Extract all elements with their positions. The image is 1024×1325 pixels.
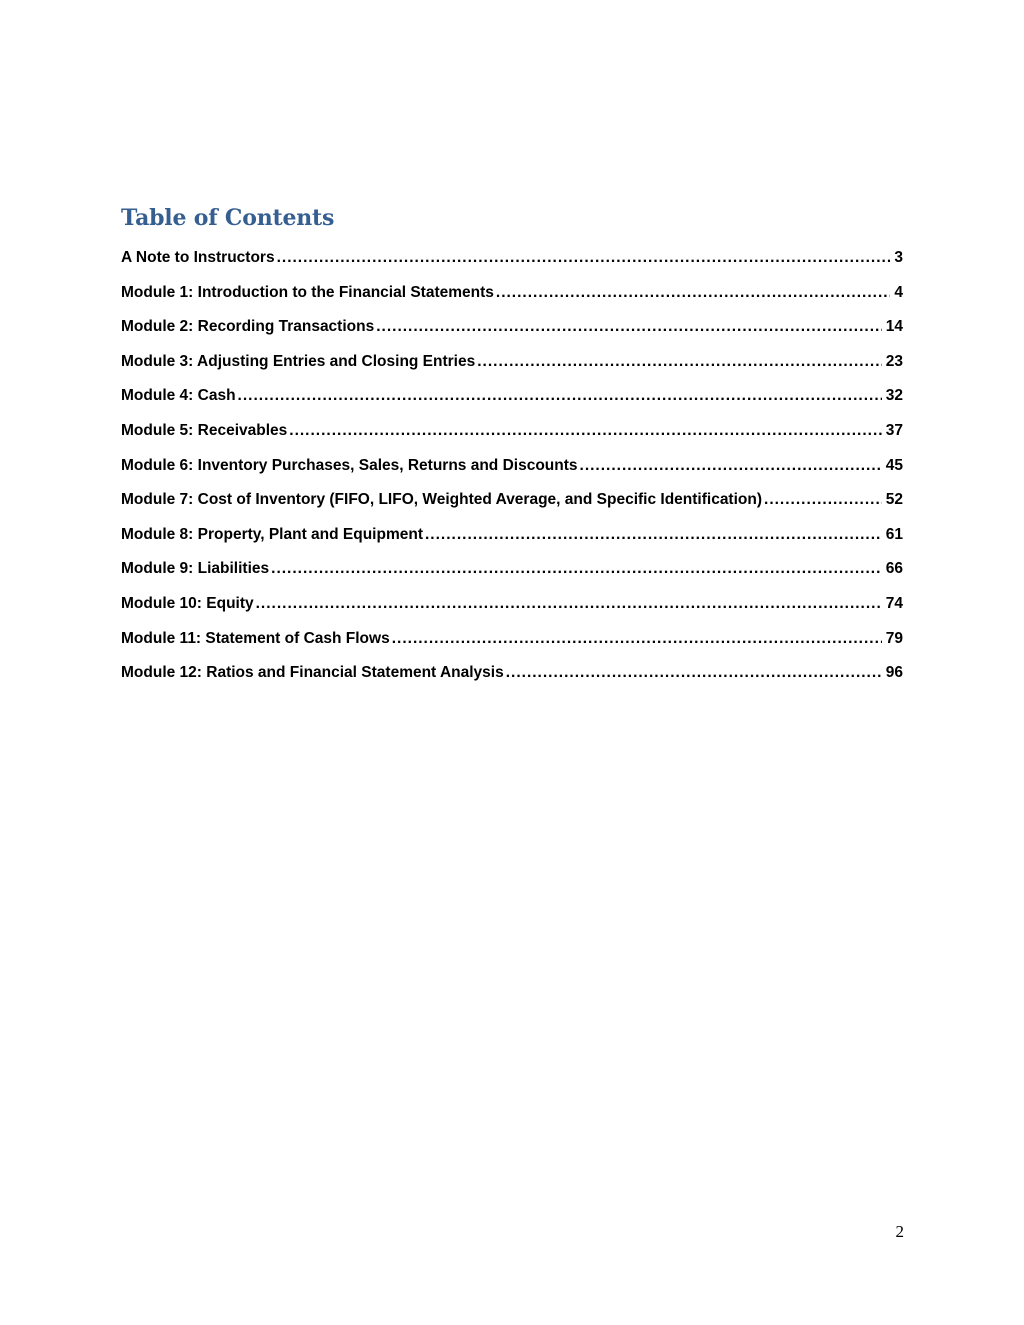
toc-entry-module-12[interactable]	[121, 664, 903, 699]
toc-dot-leader	[477, 353, 882, 371]
toc-entry-module-6[interactable]	[121, 457, 903, 492]
toc-entry-label: Module 1: Introduction to the Financial Statements	[121, 283, 494, 301]
toc-entry-label: Module 10: Equity	[121, 594, 254, 612]
toc-dot-leader	[425, 526, 882, 544]
toc-entry-label: Module 6: Inventory Purchases, Sales, Returns and Discounts	[121, 456, 578, 474]
toc-dot-leader	[580, 457, 882, 475]
toc-entry-module-3[interactable]	[121, 353, 903, 388]
toc-entry-page: 23	[885, 352, 903, 370]
toc-entry-label: Module 3: Adjusting Entries and Closing Entries	[121, 352, 476, 370]
toc-entry-label: A Note to Instructors	[121, 249, 275, 266]
toc-entry-page: 32	[885, 387, 903, 405]
toc-dot-leader	[506, 664, 882, 682]
toc-entry-module-9[interactable]	[121, 560, 903, 595]
toc-entry-label: Module 7: Cost of Inventory (FIFO, LIFO, Weighted Average, and Specific Identification)	[121, 491, 763, 509]
toc-entry-page: 66	[885, 560, 903, 578]
toc-entry-page: 37	[885, 421, 903, 439]
toc-dot-leader	[496, 284, 890, 302]
toc-entry-page: 74	[885, 594, 903, 612]
toc-entry-label: Module 8: Property, Plant and Equipment	[121, 525, 423, 543]
toc-entry-label: Module 11: Statement of Cash Flows	[121, 629, 390, 647]
toc-entry-note-to-instructors[interactable]	[121, 249, 903, 284]
toc-entry-page: 61	[885, 525, 903, 543]
toc-dot-leader	[238, 387, 882, 405]
toc-entry-module-2[interactable]	[121, 318, 903, 353]
toc-entry-page: 3	[894, 249, 903, 266]
toc-entry-page: 14	[885, 318, 903, 336]
toc-entry-module-11[interactable]	[121, 630, 903, 665]
toc-heading: Table of Contents	[121, 205, 335, 231]
toc-entry-page: 96	[885, 664, 903, 682]
toc-entry-page: 45	[885, 456, 903, 474]
toc-entry-page: 79	[885, 629, 903, 647]
toc-dot-leader	[392, 630, 882, 648]
toc-entry-module-4[interactable]	[121, 387, 903, 422]
toc-entry-module-10[interactable]	[121, 595, 903, 630]
toc-entry-label: Module 2: Recording Transactions	[121, 318, 375, 336]
toc-dot-leader	[271, 560, 882, 578]
toc-entry-module-1[interactable]	[121, 284, 903, 319]
toc-dot-leader	[289, 422, 881, 440]
toc-entry-page: 52	[885, 491, 903, 509]
toc-entry-module-8[interactable]	[121, 526, 903, 561]
toc-entry-label: Module 9: Liabilities	[121, 560, 270, 578]
page-number: 2	[895, 1222, 904, 1241]
toc-list	[121, 249, 903, 699]
toc-entry-page: 4	[894, 283, 903, 301]
toc-dot-leader	[277, 249, 891, 267]
toc-entry-label: Module 4: Cash	[121, 387, 236, 405]
toc-entry-label: Module 12: Ratios and Financial Statement Analysis	[121, 664, 504, 682]
toc-entry-label: Module 5: Receivables	[121, 421, 288, 439]
toc-dot-leader	[256, 595, 882, 613]
toc-entry-module-5[interactable]	[121, 422, 903, 457]
toc-dot-leader	[764, 491, 882, 509]
toc-entry-module-7[interactable]	[121, 491, 903, 526]
toc-dot-leader	[376, 318, 882, 336]
